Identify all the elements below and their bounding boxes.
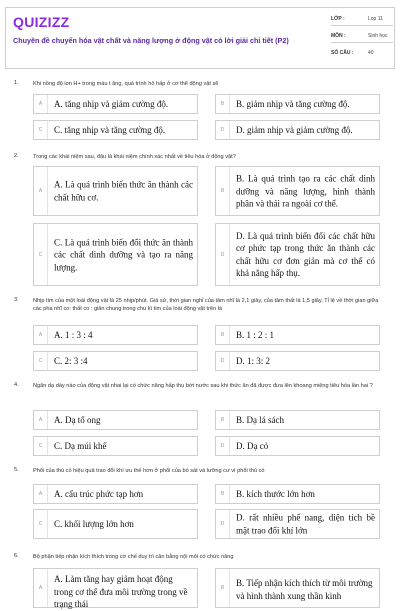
option-letter: A — [34, 95, 48, 113]
subject-label: MÔN : — [331, 33, 346, 39]
option-a[interactable] — [33, 166, 198, 216]
subject-value: Sinh học — [368, 33, 388, 39]
option-text: C. Là quá trình biến đổi thức ăn thành các chất dinh dưỡng và tạo ra năng lượng. — [54, 236, 193, 272]
option-a[interactable] — [33, 568, 198, 608]
question-count-label: SỐ CÂU : — [331, 50, 354, 56]
option-b[interactable] — [215, 410, 380, 430]
option-text: B. Tiếp nhận kích thích từ môi trường và hình thành xung thần kinh — [236, 578, 373, 601]
option-c[interactable] — [33, 120, 198, 140]
option-a[interactable] — [33, 410, 198, 430]
option-letter: A — [34, 485, 48, 503]
option-text: C. Dạ múi khế — [54, 440, 107, 451]
option-letter: A — [34, 326, 48, 344]
option-text: D. Dạ cỏ — [236, 440, 269, 451]
quizizz-logo: QUIZIZZ — [13, 14, 70, 30]
worksheet-title: Chuyên đề chuyển hóa vật chất và năng lượng ở động vật có lời giải chi tiết (P2) — [13, 36, 289, 45]
option-d[interactable] — [215, 351, 380, 371]
worksheet-header — [5, 7, 395, 69]
option-b[interactable] — [215, 484, 380, 504]
option-text: B. Dạ lá sách — [236, 414, 284, 425]
option-d[interactable] — [215, 509, 380, 539]
class-label: LỚP : — [331, 16, 345, 22]
option-letter: D — [216, 437, 230, 455]
question-text: Khi nồng độ ion H+ trong máu t ăng, quá trình hô hấp ở cơ thể động vật sẽ — [33, 81, 219, 87]
question-text: Nhịp tim của một loài động vật là 25 nhịp/phút. Giả sử, thời gian nghỉ của tâm nhĩ là 2,1 giây, của tâm thất là 1,5 giây. Tỉ lệ về thời gian giữa các pha nhĩ co: thất co : giãn chung trong chu kì tim của loài động vật trên là — [33, 298, 379, 312]
option-text: D. rất nhiều phế nang, diện tích bề mặt trao đổi khí lớn — [236, 512, 375, 535]
class-value: Lop 11 — [368, 16, 383, 22]
option-letter: C — [34, 224, 48, 285]
option-b[interactable] — [215, 94, 380, 114]
option-text: D. giảm nhịp và giảm cường độ. — [236, 124, 353, 135]
option-a[interactable] — [33, 325, 198, 345]
option-letter: B — [216, 411, 230, 429]
question-number: 2. — [14, 153, 19, 159]
option-text: C. tăng nhịp và tăng cường độ. — [54, 124, 166, 135]
option-d[interactable] — [215, 436, 380, 456]
option-b[interactable] — [215, 166, 380, 216]
option-c[interactable] — [33, 351, 198, 371]
question-number: 6. — [14, 553, 19, 559]
option-letter: A — [34, 411, 48, 429]
option-letter: D — [216, 121, 230, 139]
option-text: D. Là quá trình biến đổi các chất hữu cơ phức tạp trong thức ăn thành các chất hữu cơ đơn giản mà cơ thể có khả năng hấp thụ. — [236, 230, 375, 278]
option-text: D. 1: 3: 2 — [236, 355, 271, 366]
question-text: Bộ phận tiếp nhận kích thích trong cơ chế duy trì cân bằng nội môi có chức năng — [33, 554, 234, 560]
question-count-value: 40 — [368, 50, 374, 56]
option-c[interactable] — [33, 509, 198, 539]
option-letter: B — [216, 485, 230, 503]
question-text: Trong các khái niệm sau, đâu là khái niệm chính xác nhất về tiêu hóa ở động vật? — [33, 154, 236, 160]
option-text: B. kích thước lớn hơn — [236, 488, 315, 499]
option-text: A. tăng nhịp và giảm cường độ. — [54, 98, 169, 109]
option-letter: B — [216, 569, 230, 607]
option-letter: A — [34, 167, 48, 215]
option-text: C. khối lượng lớn hơn — [54, 518, 134, 529]
option-a[interactable] — [33, 94, 198, 114]
question-number: 5. — [14, 467, 19, 473]
option-text: A. Là quá trình biến thức ăn thành các chất hữu cơ. — [54, 179, 193, 202]
question-number: 3. — [14, 297, 19, 303]
option-d[interactable] — [215, 120, 380, 140]
option-text: B. 1 : 2 : 1 — [236, 329, 275, 340]
option-letter: A — [34, 569, 48, 607]
field-divider — [331, 42, 393, 43]
option-text: B. Là quá trình tạo ra các chất dinh dưỡng và năng lượng, hình thành phân và thải ra ngoài cơ thể. — [236, 173, 375, 209]
option-d[interactable] — [215, 223, 380, 286]
option-letter: C — [34, 437, 48, 455]
option-text: A. Làm tăng hay giảm hoạt động trong cơ thể đưa môi trường trong về trạng thái — [54, 574, 188, 609]
option-text: A. 1 : 3 : 4 — [54, 329, 93, 340]
question-number: 1. — [14, 80, 19, 86]
option-c[interactable] — [33, 436, 198, 456]
question-number: 4. — [14, 382, 19, 388]
option-c[interactable] — [33, 223, 198, 286]
option-letter: C — [34, 510, 48, 538]
question-text: Ngăn dạ dày nào của động vật nhai lại có chức năng hấp thụ bớt nước sau khi thức ăn đã được đưa lên khoang miệng tiêu hóa lần hai ? — [33, 383, 373, 389]
option-letter: B — [216, 326, 230, 344]
option-letter: B — [216, 167, 230, 215]
option-text: A. Dạ tổ ong — [54, 414, 101, 425]
option-a[interactable] — [33, 484, 198, 504]
option-letter: C — [34, 352, 48, 370]
field-divider — [331, 25, 393, 26]
question-text: Phổi của thú có hiệu quả trao đổi khí ưu thế hơn ở phổi của bò sát và lưỡng cư vì phổi thú có — [33, 468, 265, 474]
option-letter: D — [216, 352, 230, 370]
option-b[interactable] — [215, 325, 380, 345]
option-letter: C — [34, 121, 48, 139]
option-text: B. giảm nhịp và tăng cường độ. — [236, 98, 350, 109]
option-letter: D — [216, 510, 230, 538]
option-letter: B — [216, 95, 230, 113]
option-b[interactable] — [215, 568, 380, 608]
option-letter: D — [216, 224, 230, 285]
option-text: C. 2: 3 :4 — [54, 355, 88, 366]
option-text: A. cấu trúc phức tạp hơn — [54, 488, 144, 499]
